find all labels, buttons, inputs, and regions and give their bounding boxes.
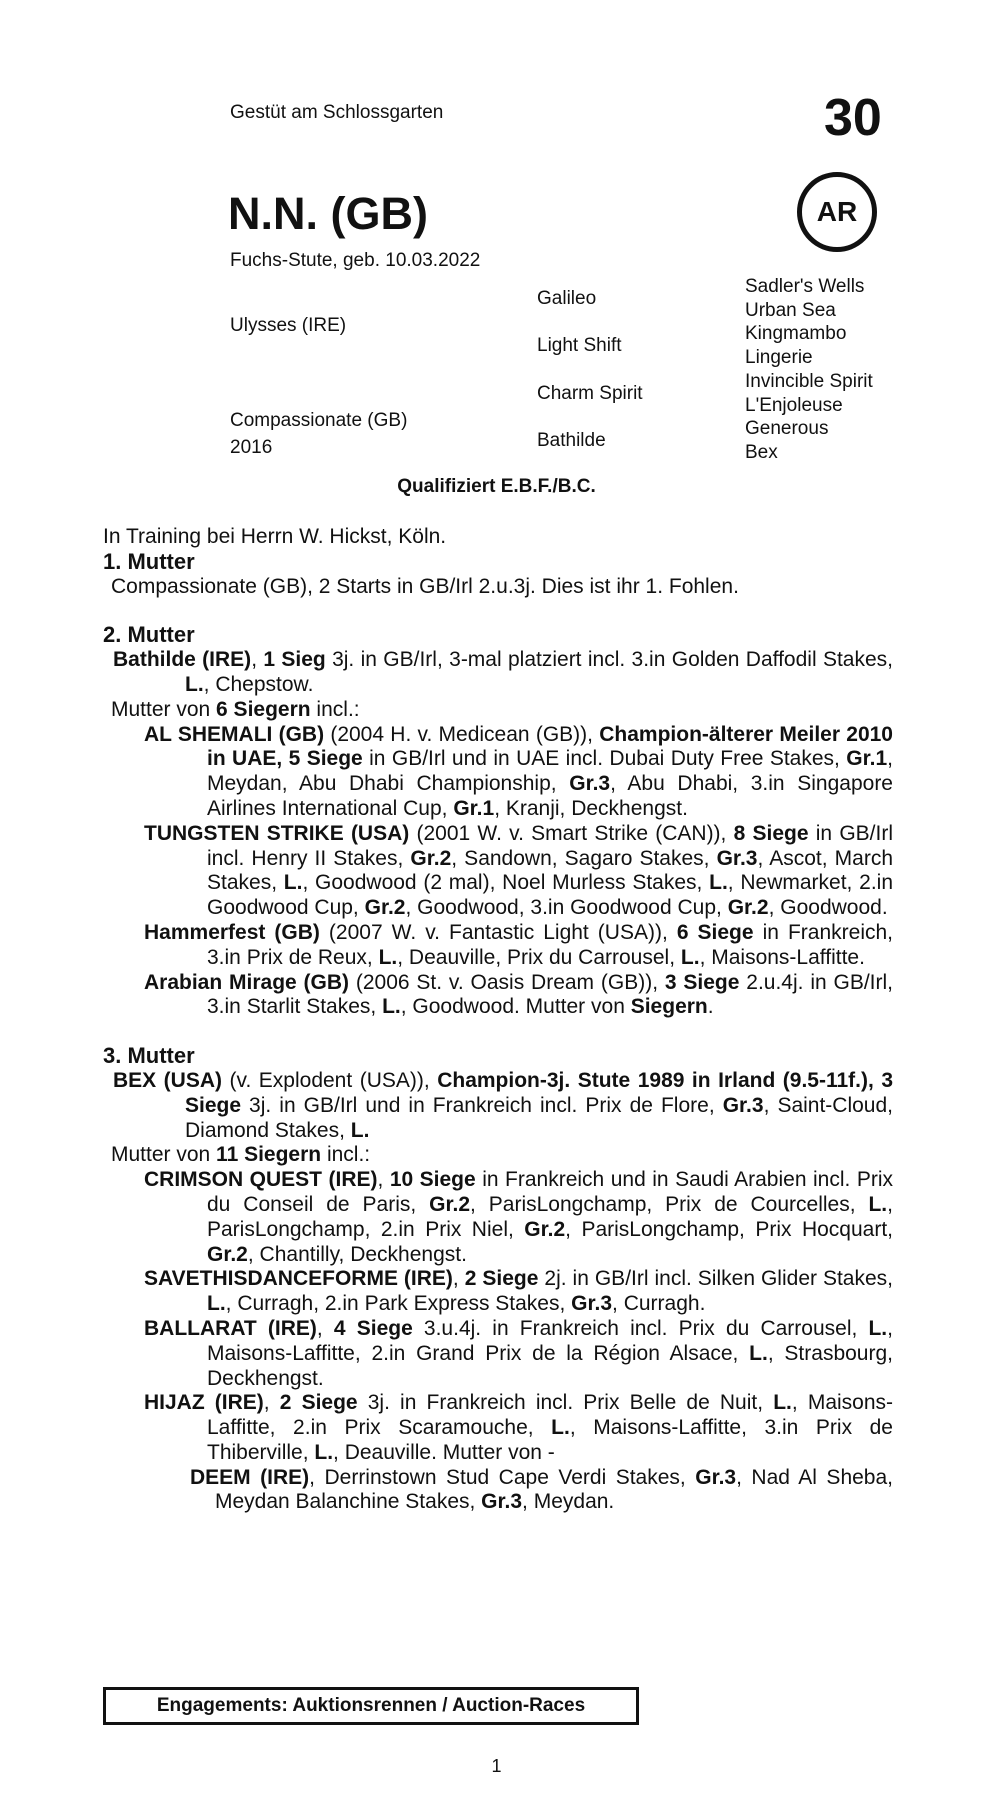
grandparent: Galileo bbox=[537, 288, 597, 309]
horse-name: Arabian Mirage (GB) bbox=[144, 970, 350, 994]
mutter2-offspring-intro: Mutter von 6 Siegern incl.: bbox=[111, 697, 360, 721]
horse-description: Fuchs-Stute, geb. 10.03.2022 bbox=[230, 250, 481, 271]
great-grandparent: Generous bbox=[745, 418, 829, 440]
horse-name: Bathilde (IRE) bbox=[113, 648, 252, 672]
ar-badge-label: AR bbox=[816, 196, 858, 227]
horse-name: CRIMSON QUEST (IRE) bbox=[144, 1168, 378, 1192]
horse-name: DEEM (IRE) bbox=[190, 1465, 310, 1489]
mutter3-offspring-intro: Mutter von 11 Siegern incl.: bbox=[111, 1143, 371, 1167]
great-grandparent: Sadler's Wells bbox=[745, 276, 865, 297]
great-grandparent: Bex bbox=[745, 441, 778, 463]
dam-year: 2016 bbox=[230, 437, 273, 458]
engagements-label: Engagements: Auktionsrennen / Auction-Races bbox=[156, 1695, 586, 1716]
engagements-box bbox=[103, 1687, 639, 1725]
horse-name: BALLARAT (IRE) bbox=[144, 1316, 317, 1340]
horse-name: Hammerfest (GB) bbox=[144, 920, 320, 944]
offspring-entry: TUNGSTEN STRIKE (USA) (2001 W. v. Smart Strike (CAN)), 8 Siege in GB/Irl incl. Henry II Stakes, Gr.2, Sandown, Sagaro Stakes, Gr.3, Ascot, March Stakes, L., Goodwood (2 mal), Noel Murless Stakes, L., Newmarket, 2.in Goodwood Cup, Gr.2, Goodwood, 3.in Goodwood Cup, Gr.2, Goodwood. bbox=[144, 821, 894, 920]
great-grandparent: Invincible Spirit bbox=[745, 370, 873, 392]
great-grandparents bbox=[745, 275, 873, 465]
great-grandparent: Lingerie bbox=[745, 347, 813, 369]
offspring-entry: AL SHEMALI (GB) (2004 H. v. Medicean (GB)), Champion-älterer Meiler 2010 in UAE, 5 Siege in GB/Irl und in UAE incl. Dubai Duty Free Stakes, Gr.1, Meydan, Abu Dhabi Championship, Gr.3, Abu Dhabi, 3.in Singapore Airlines International Cup, Gr.1, Kranji, Deckhengst. bbox=[144, 722, 893, 820]
horse-name: BEX (USA) bbox=[113, 1068, 223, 1092]
mutter3-heading: 3. Mutter bbox=[103, 1043, 195, 1069]
horse-name: N.N. (GB) bbox=[228, 188, 428, 239]
grandparent: Charm Spirit bbox=[537, 383, 643, 404]
dam: Compassionate (GB) bbox=[230, 410, 408, 431]
grandparent: Light Shift bbox=[537, 335, 622, 356]
page-number: 1 bbox=[491, 1756, 502, 1776]
training-note: In Training bei Herrn W. Hickst, Köln. bbox=[103, 525, 447, 548]
ar-badge bbox=[797, 172, 877, 252]
mutter1-text: Compassionate (GB), 2 Starts in GB/Irl 2.u.3j. Dies ist ihr 1. Fohlen. bbox=[111, 574, 739, 598]
sire: Ulysses (IRE) bbox=[230, 315, 347, 336]
horse-name: HIJAZ (IRE) bbox=[144, 1391, 264, 1415]
mutter1-heading: 1. Mutter bbox=[103, 548, 195, 574]
great-grandparent: L'Enjoleuse bbox=[745, 394, 843, 416]
lot-number: 30 bbox=[824, 89, 882, 147]
family-body bbox=[103, 525, 893, 1515]
offspring-entry: Hammerfest (GB) (2007 W. v. Fantastic Light (USA)), 6 Siege in Frankreich, 3.in Prix de Reux, L., Deauville, Prix du Carrousel, L., Maisons-Laffitte. bbox=[144, 920, 893, 969]
qualification: Qualifiziert E.B.F./B.C. bbox=[397, 476, 596, 497]
offspring-entry: CRIMSON QUEST (IRE), 10 Siege in Frankreich und in Saudi Arabien incl. Prix du Conseil de Paris, Gr.2, ParisLongchamp, Prix de Courcelles, L., ParisLongchamp, 2.in Prix Niel, Gr.2, ParisLongchamp, Prix Hocquart, Gr.2, Chantilly, Deckhengst. bbox=[144, 1168, 893, 1266]
great-grandparent: Urban Sea bbox=[745, 299, 836, 321]
mutter2-heading: 2. Mutter bbox=[103, 622, 195, 648]
horse-name: TUNGSTEN STRIKE (USA) bbox=[144, 821, 410, 845]
grand-offspring-entry: DEEM (IRE), Derrinstown Stud Cape Verdi Stakes, Gr.3, Nad Al Sheba, Meydan Balanchine Stakes, Gr.3, Meydan. bbox=[190, 1465, 893, 1514]
offspring-entry: SAVETHISDANCEFORME (IRE), 2 Siege 2j. in GB/Irl incl. Silken Glider Stakes, L., Curragh, 2.in Park Express Stakes, Gr.3, Curragh. bbox=[144, 1267, 893, 1316]
grandparent: Bathilde bbox=[537, 430, 606, 451]
horse-name: SAVETHISDANCEFORME (IRE) bbox=[144, 1267, 453, 1291]
offspring-entry: Arabian Mirage (GB) (2006 St. v. Oasis Dream (GB)), 3 Siege 2.u.4j. in GB/Irl, 3.in Starlit Stakes, L., Goodwood. Mutter von Siegern. bbox=[144, 970, 893, 1019]
great-grandparent: Kingmambo bbox=[745, 323, 847, 345]
offspring-entry: BALLARAT (IRE), 4 Siege 3.u.4j. in Frankreich incl. Prix du Carrousel, L., Maisons-Laffitte, 2.in Grand Prix de la Région Alsace, L., Strasbourg, Deckhengst. bbox=[144, 1316, 893, 1390]
mutter3-dam: BEX (USA) (v. Explodent (USA)), Champion-3j. Stute 1989 in Irland (9.5-11f.), 3 Siege 3j. in GB/Irl und in Frankreich incl. Prix de Flore, Gr.3, Saint-Cloud, Diamond Stakes, L. bbox=[113, 1068, 894, 1142]
horse-name: AL SHEMALI (GB) bbox=[144, 722, 325, 746]
breeder-name: Gestüt am Schlossgarten bbox=[230, 102, 444, 123]
offspring-entry: HIJAZ (IRE), 2 Siege 3j. in Frankreich incl. Prix Belle de Nuit, L., Maisons-Laffitte, 2.in Prix Scaramouche, L., Maisons-Laffitte, 3.in Prix de Thiberville, L., Deauville. Mutter von - bbox=[144, 1391, 894, 1464]
mutter2-dam: Bathilde (IRE), 1 Sieg 3j. in GB/Irl, 3-mal platziert incl. 3.in Golden Daffodil Stakes, L., Chepstow. bbox=[113, 648, 894, 696]
